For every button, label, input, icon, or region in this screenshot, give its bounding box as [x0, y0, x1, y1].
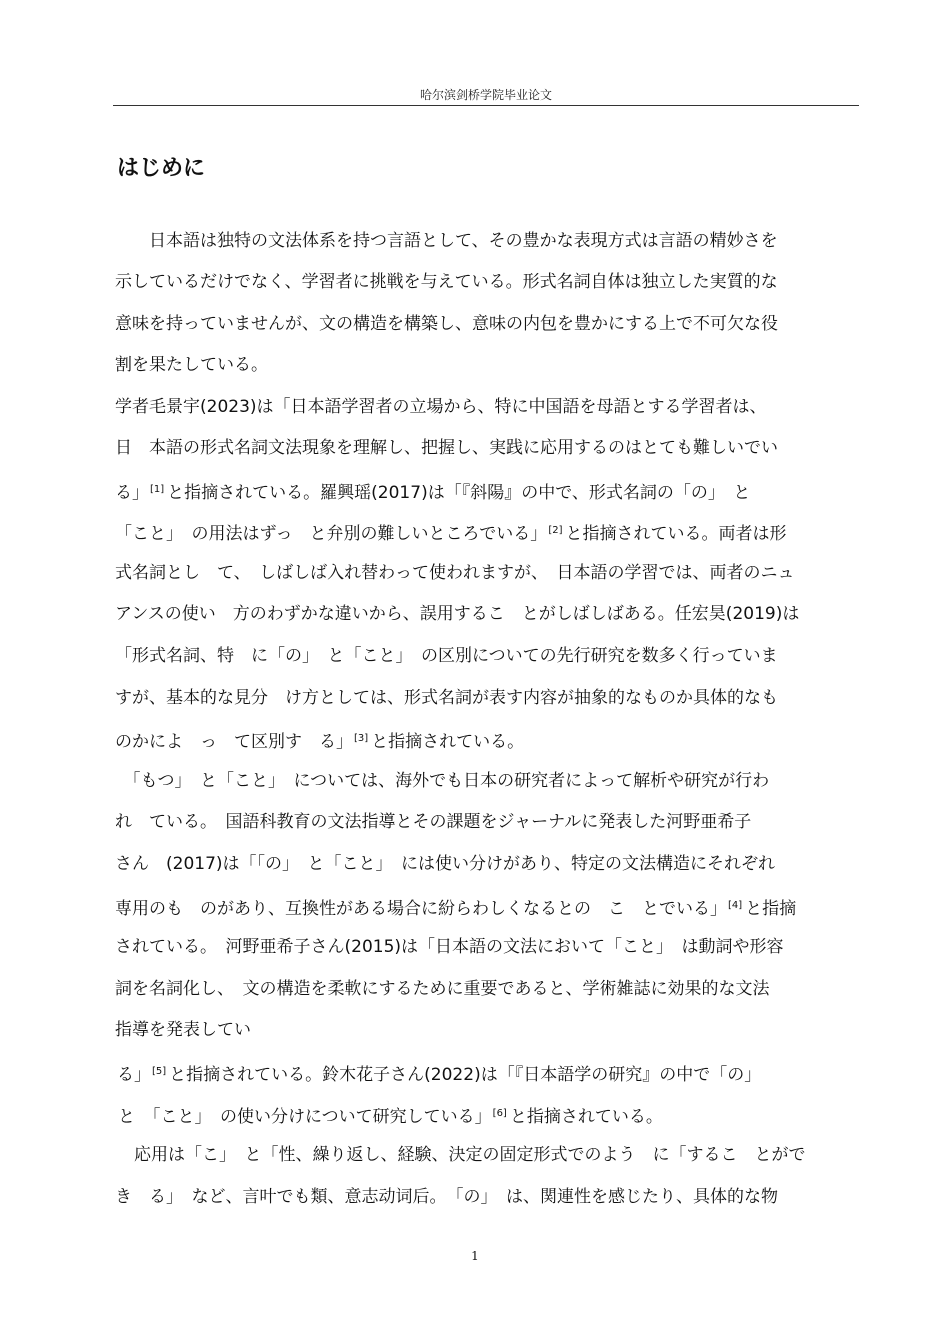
citation-marker: [4]	[728, 900, 743, 911]
text-line	[115, 896, 796, 919]
citation-marker: [1]	[150, 484, 165, 495]
page-number: 1	[471, 1249, 479, 1263]
line-text: のかによ っ て区別す る」	[115, 732, 353, 752]
text-line	[115, 729, 524, 752]
line-text-after-citation: と指摘されている。	[371, 732, 525, 752]
text-line	[115, 1187, 778, 1207]
line-text: 「こと」 の用法はずっ と弁別の難しいところでいる」	[115, 524, 548, 544]
line-text: すが、基本的な見分 け方としては、形式名詞が表す内容が抽象的なものか具体的なも	[115, 688, 778, 708]
line-text: 「形式名詞、特 に「の」 と「こと」 の区別についての先行研究を数多く行っていま	[115, 646, 778, 666]
text-line	[115, 314, 778, 334]
line-text-after-citation: と指摘されている。両者は形	[565, 524, 787, 544]
text-line	[115, 937, 784, 957]
line-text: 日 本語の形式名詞文法現象を理解し、把握し、実践に応用するのはとても難しいでい	[115, 438, 778, 458]
line-text: さん (2017)は「「の」 と「こと」 には使い分けがあり、特定の文法構造にそれぞれ	[115, 854, 776, 874]
line-text: 専用のも のがあり、互換性がある場合に紛らわしくなるとの こ とでいる」	[115, 899, 727, 919]
text-line	[115, 397, 767, 417]
citation-marker: [2]	[548, 525, 563, 536]
text-line	[117, 1062, 761, 1085]
text-line	[115, 521, 786, 544]
citation-marker: [3]	[354, 733, 369, 744]
line-text-after-citation: と指摘	[745, 899, 797, 919]
text-line	[115, 646, 778, 666]
text-line	[115, 438, 778, 458]
line-text: 日本語は独特の文法体系を持つ言語として、その豊かな表現方式は言語の精妙さを	[115, 231, 778, 251]
header-divider	[113, 105, 859, 106]
line-text-after-citation: と指摘されている。鈴木花子さん(2022)は「『日本語学の研究』の中で「の」	[169, 1065, 762, 1085]
text-line	[115, 231, 778, 251]
text-line	[117, 1145, 806, 1165]
text-line	[115, 604, 799, 624]
line-text: る」	[117, 1065, 151, 1085]
citation-marker: [6]	[492, 1108, 507, 1119]
line-text-after-citation: と指摘されている。羅興瑶(2017)は「『斜陽』の中で、形式名詞の「の」 と	[167, 483, 751, 503]
line-text-after-citation: と指摘されている。	[509, 1107, 663, 1127]
line-text: 詞を名詞化し、 文の構造を柔軟にするために重要であると、学術雑誌に効果的な文法	[115, 979, 770, 999]
line-text: 意味を持っていませんが、文の構造を構築し、意味の内包を豊かにする上で不可欠な役	[115, 314, 778, 334]
text-line	[115, 979, 770, 999]
line-text: 割を果たしている。	[115, 355, 268, 375]
text-line	[115, 355, 268, 375]
text-line	[115, 771, 769, 791]
text-line	[115, 812, 751, 832]
text-line	[115, 480, 750, 503]
line-text: 指導を発表してい	[115, 1020, 251, 1040]
line-text: されている。 河野亜希子さん(2015)は「日本語の文法において「こと」 は動詞や形容	[115, 937, 784, 957]
line-text: と 「こと」 の使い分けについて研究している」	[118, 1107, 492, 1127]
line-text: アンスの使い 方のわずかな違いから、誤用するこ とがしばしばある。任宏昊(2019)は	[115, 604, 800, 624]
text-line	[115, 272, 778, 292]
text-line	[115, 854, 775, 874]
line-text: 「もつ」 と「こと」 については、海外でも日本の研究者によって解析や研究が行わ	[115, 771, 770, 791]
citation-marker: [5]	[152, 1066, 167, 1077]
line-text: き る」 など、言叶でも類、意志动词后。 「の」 は、関連性を感じたり、具体的な物	[115, 1187, 778, 1207]
text-line	[115, 1020, 251, 1040]
text-line	[115, 688, 778, 708]
line-text: る」	[115, 483, 149, 503]
line-text: 式名詞とし て、 しばしば入れ替わって使われますが、 日本語の学習では、両者のニュ	[115, 563, 795, 583]
text-line	[115, 563, 795, 583]
line-text: 学者毛景宇(2023)は「日本語学習者の立場から、特に中国語を母語とする学習者は、	[115, 397, 767, 417]
line-text: 示しているだけでなく、学習者に挑戦を与えている。形式名詞自体は独立した実質的な	[115, 272, 778, 292]
page-header: 哈尔滨剑桥学院毕业论文	[419, 88, 552, 102]
text-line	[118, 1104, 663, 1127]
section-title: はじめに	[117, 156, 206, 181]
line-text: 応用は「こ」 と「性、繰り返し、経験、決定の固定形式でのよう に「するこ とがで	[117, 1145, 806, 1165]
line-text: れ ている。 国語科教育の文法指導とその課題をジャーナルに発表した河野亜希子	[115, 812, 752, 832]
